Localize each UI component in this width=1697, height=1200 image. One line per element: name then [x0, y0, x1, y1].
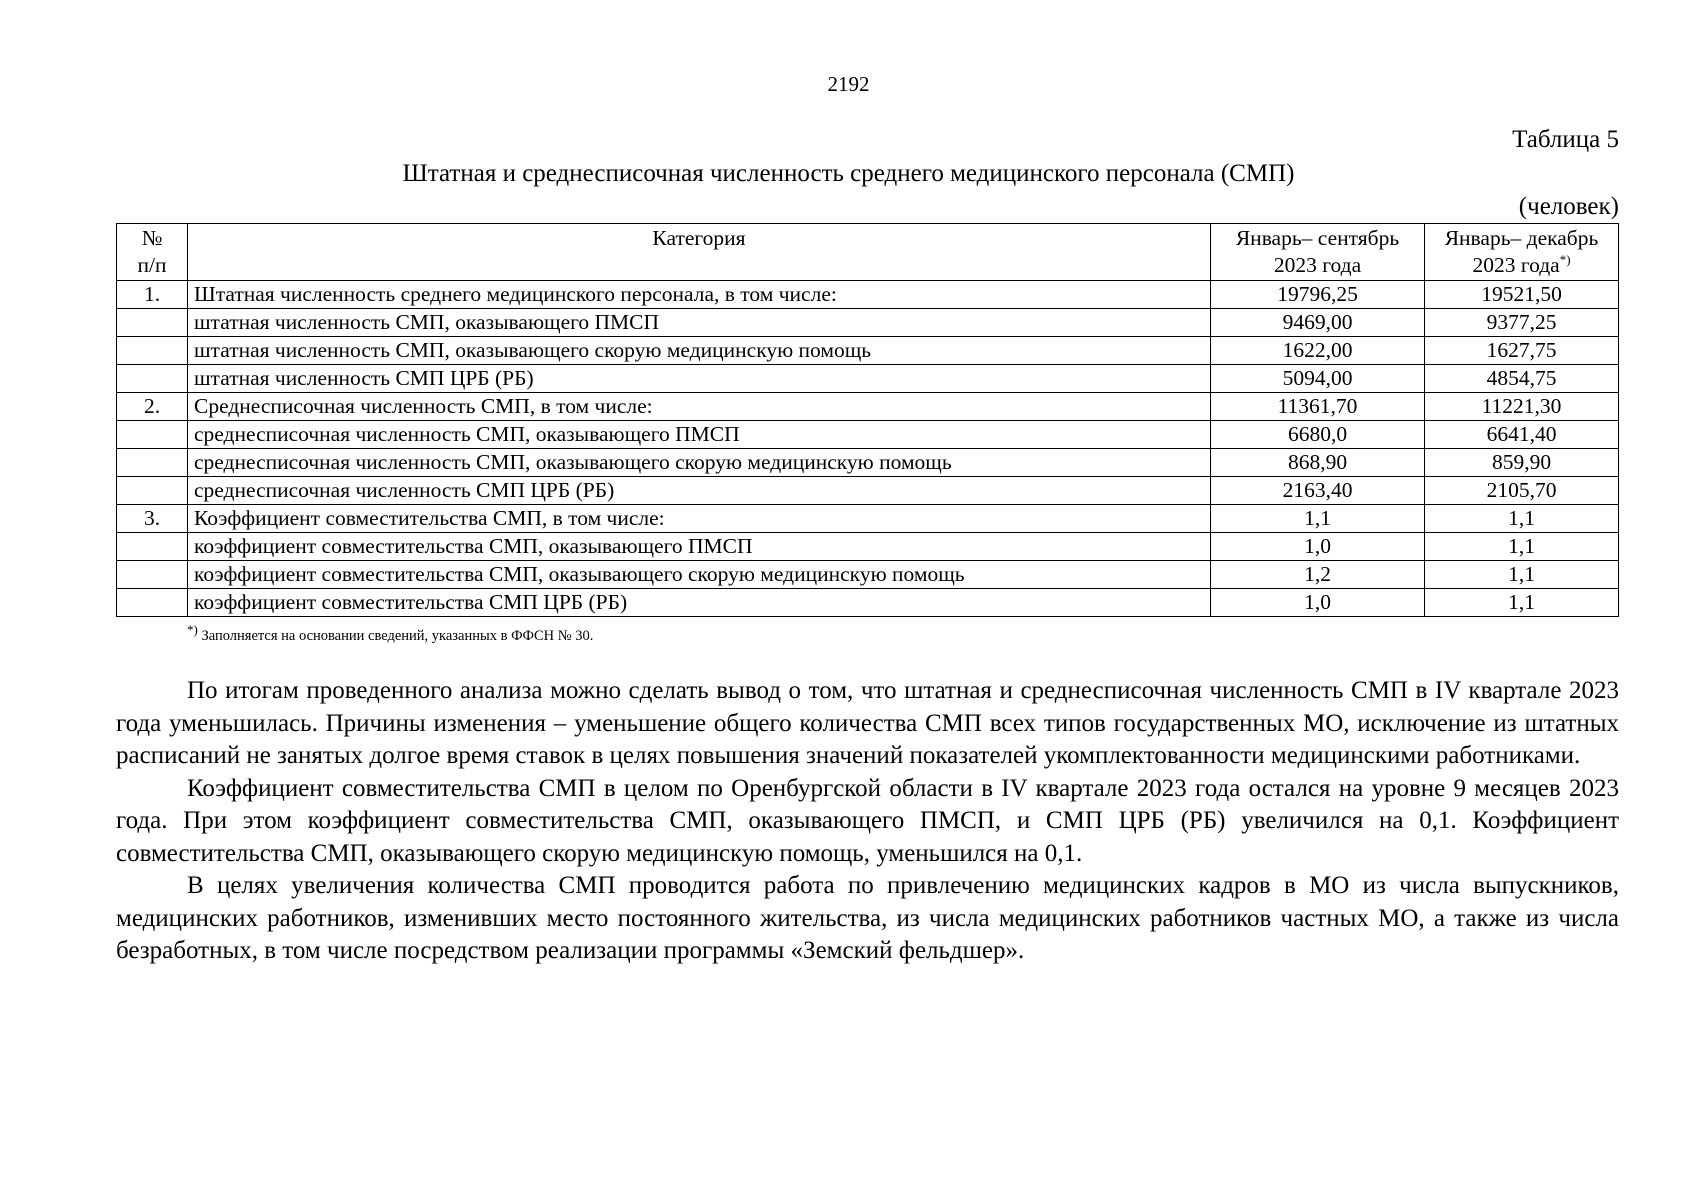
header-number: [117, 224, 188, 281]
row-category: среднесписочная численность СМП, оказывающего скорую медицинскую помощь: [188, 449, 1211, 477]
row-number: [117, 589, 188, 617]
header-period2-footnote-mark: *): [1559, 251, 1571, 267]
header-period2-line2-wrap: [1431, 252, 1612, 279]
row-category: среднесписочная численность СМП, оказывающего ПМСП: [188, 421, 1211, 449]
page-number: 2192: [827, 72, 870, 96]
row-value-period1: 1,2: [1211, 561, 1425, 589]
header-period2-line1: Январь– декабрь: [1444, 226, 1599, 250]
footnote: [187, 622, 594, 645]
table-row: [117, 589, 1619, 617]
row-value-period1: 2163,40: [1211, 477, 1425, 505]
row-value-period2: 859,90: [1425, 449, 1619, 477]
table-row: [117, 505, 1619, 533]
row-value-period1: 19796,25: [1211, 281, 1425, 309]
row-value-period1: 1,1: [1211, 505, 1425, 533]
row-value-period2: 1,1: [1425, 505, 1619, 533]
table-label: Таблица 5: [1512, 126, 1619, 153]
table-row: [117, 449, 1619, 477]
row-category: Коэффициент совместительства СМП, в том числе:: [188, 505, 1211, 533]
table-header-row: [117, 224, 1619, 281]
table-row: [117, 365, 1619, 393]
row-value-period2: 19521,50: [1425, 281, 1619, 309]
row-value-period1: 1,0: [1211, 533, 1425, 561]
row-value-period1: 9469,00: [1211, 309, 1425, 337]
staffing-table: [116, 223, 1619, 617]
header-period2: [1425, 224, 1619, 281]
row-value-period2: 1627,75: [1425, 337, 1619, 365]
row-number: 3.: [117, 505, 188, 533]
row-number: [117, 365, 188, 393]
row-value-period2: 2105,70: [1425, 477, 1619, 505]
row-value-period1: 868,90: [1211, 449, 1425, 477]
row-category: штатная численность СМП, оказывающего скорую медицинскую помощь: [188, 337, 1211, 365]
row-value-period2: 1,1: [1425, 589, 1619, 617]
units-label: (человек): [1518, 193, 1619, 220]
header-number-line1: №: [141, 226, 163, 250]
row-category: штатная численность СМП ЦРБ (РБ): [188, 365, 1211, 393]
row-value-period2: 1,1: [1425, 533, 1619, 561]
table-row: [117, 533, 1619, 561]
row-number: [117, 477, 188, 505]
row-value-period1: 5094,00: [1211, 365, 1425, 393]
table-row: [117, 309, 1619, 337]
row-value-period2: 11221,30: [1425, 393, 1619, 421]
row-category: Среднесписочная численность СМП, в том числе:: [188, 393, 1211, 421]
row-value-period1: 11361,70: [1211, 393, 1425, 421]
header-period1-line1: Январь– сентябрь: [1235, 226, 1400, 250]
row-category: коэффициент совместительства СМП ЦРБ (РБ): [188, 589, 1211, 617]
row-value-period1: 1,0: [1211, 589, 1425, 617]
table-row: [117, 337, 1619, 365]
table-row: [117, 393, 1619, 421]
row-number: [117, 421, 188, 449]
table-title: Штатная и среднесписочная численность среднего медицинского персонала (СМП): [402, 160, 1295, 187]
row-value-period1: 1622,00: [1211, 337, 1425, 365]
footnote-text: Заполняется на основании сведений, указанных в ФФСН № 30.: [197, 628, 594, 644]
row-number: [117, 337, 188, 365]
row-category: коэффициент совместительства СМП, оказывающего скорую медицинскую помощь: [188, 561, 1211, 589]
body-text: [116, 675, 1619, 968]
row-number: [117, 309, 188, 337]
table-row: [117, 281, 1619, 309]
row-number: [117, 561, 188, 589]
row-number: [117, 449, 188, 477]
row-number: 2.: [117, 393, 188, 421]
paragraph: В целях увеличения количества СМП проводится работа по привлечению медицинских кадров в МО из числа выпускников, медицинских работников, изменивших место постоянного жительства, из числа медицинских работников частных МО, а также из числа безработных, в том числе посредством реализации программы «Земский фельдшер».: [116, 872, 1619, 964]
row-category: среднесписочная численность СМП ЦРБ (РБ): [188, 477, 1211, 505]
table-body: [117, 281, 1619, 617]
row-category: штатная численность СМП, оказывающего ПМСП: [188, 309, 1211, 337]
table-row: [117, 421, 1619, 449]
header-period1-line2: 2023 года: [1273, 253, 1362, 277]
row-category: Штатная численность среднего медицинского персонала, в том числе:: [188, 281, 1211, 309]
table-row: [117, 561, 1619, 589]
row-number: 1.: [117, 281, 188, 309]
row-value-period1: 6680,0: [1211, 421, 1425, 449]
footnote-mark: *): [187, 622, 198, 638]
paragraph: По итогам проведенного анализа можно сделать вывод о том, что штатная и среднесписочная численность СМП в IV квартале 2023 года уменьшилась. Причины изменения – уменьшение общего количества СМП всех типов государственных МО, исключение из штатных расписаний не занятых долгое время ставок в целях повышения значений показателей укомплектованности медицинскими работниками.: [116, 677, 1619, 769]
header-number-line2: п/п: [137, 253, 167, 277]
paragraph: Коэффициент совместительства СМП в целом по Оренбургской области в IV квартале 2023 года остался на уровне 9 месяцев 2023 года. При этом коэффициент совместительства СМП, оказывающего ПМСП, и СМП ЦРБ (РБ) увеличился на 0,1. Коэффициент совместительства СМП, оказывающего скорую медицинскую помощь, уменьшился на 0,1.: [116, 774, 1619, 867]
table-row: [117, 477, 1619, 505]
row-value-period2: 6641,40: [1425, 421, 1619, 449]
row-value-period2: 1,1: [1425, 561, 1619, 589]
header-period1: [1211, 224, 1425, 281]
row-category: коэффициент совместительства СМП, оказывающего ПМСП: [188, 533, 1211, 561]
header-period2-line2: 2023 года: [1472, 253, 1560, 277]
header-category: Категория: [188, 224, 1211, 281]
row-value-period2: 4854,75: [1425, 365, 1619, 393]
row-value-period2: 9377,25: [1425, 309, 1619, 337]
row-number: [117, 533, 188, 561]
